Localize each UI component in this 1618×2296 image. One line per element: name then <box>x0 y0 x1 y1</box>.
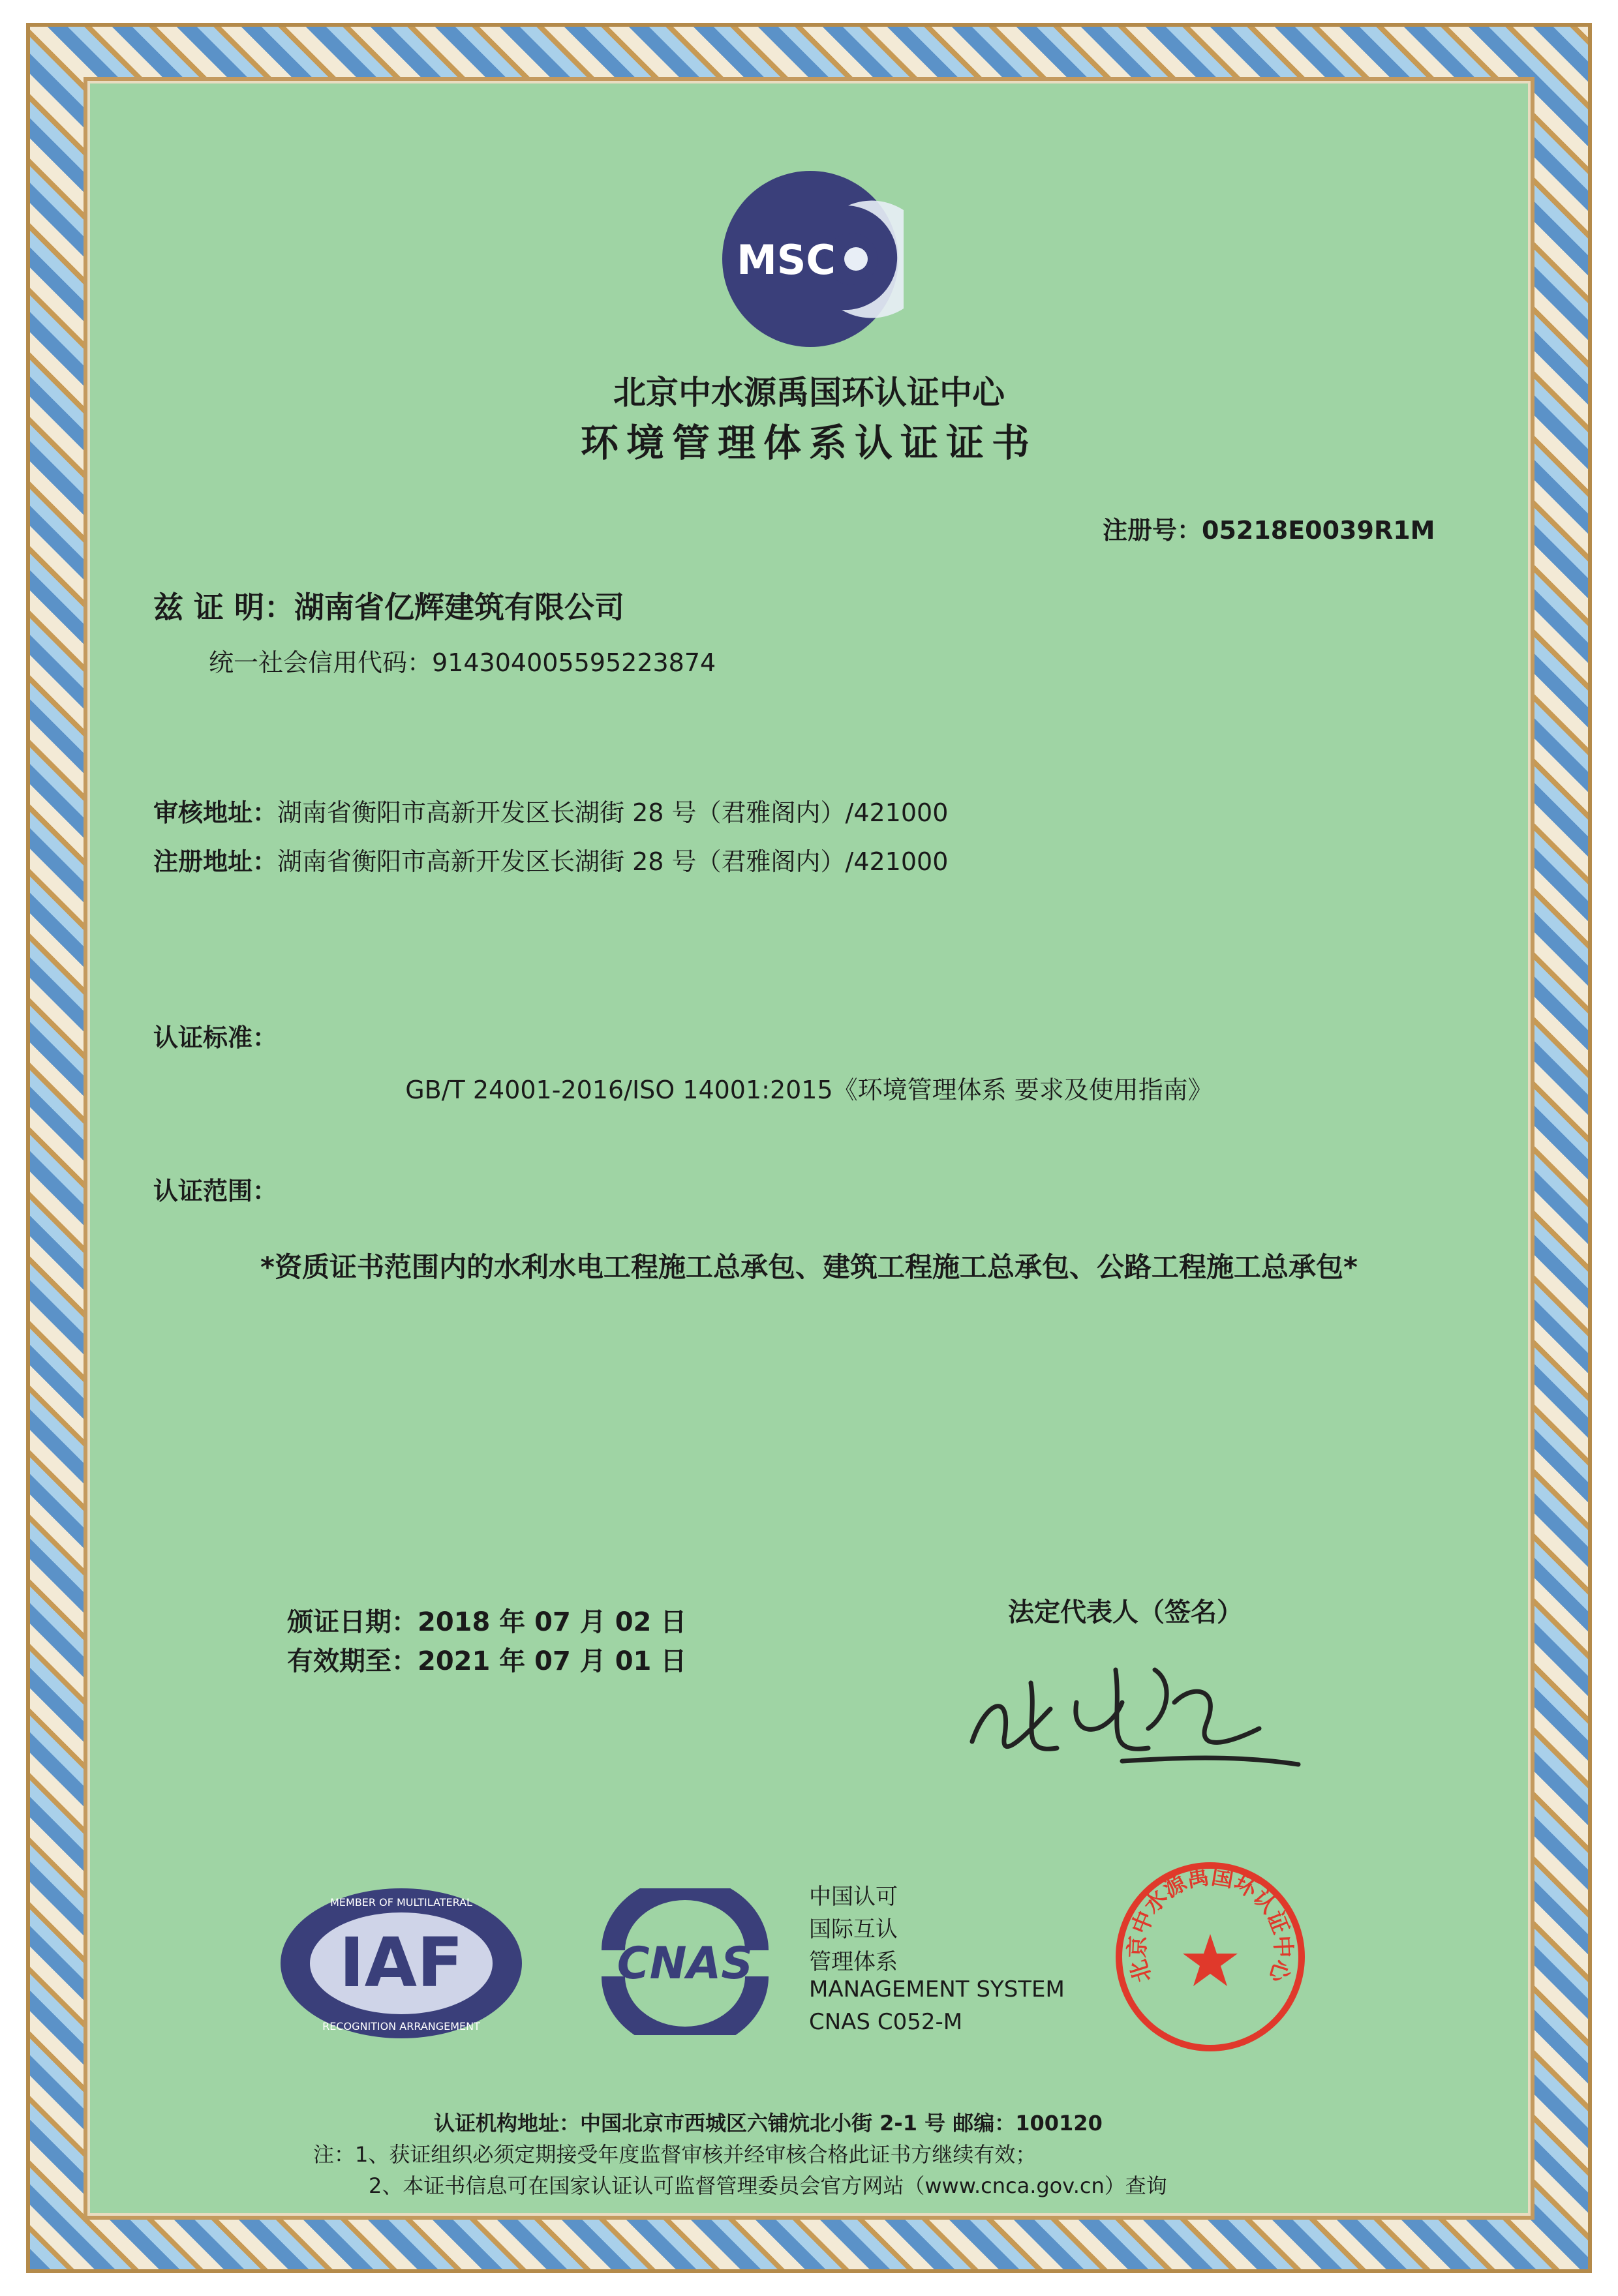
issue-date <box>287 1601 686 1639</box>
legal-representative-label: 法定代表人（签名） <box>1008 1597 1243 1627</box>
registered-address <box>153 841 948 877</box>
standard-value: GB/T 24001-2016/ISO 14001:2015《环境管理体系 要求及使用指南》 <box>405 1076 1213 1104</box>
issue-date-label: 颁证日期： <box>287 1607 418 1637</box>
registration-number <box>1103 510 1435 546</box>
registration-value: 05218E0039R1M <box>1202 516 1435 545</box>
audit-address-label: 审核地址： <box>153 798 278 827</box>
accreditation-line-1: 中国认可 <box>809 1884 898 1910</box>
iaf-ring-top: MEMBER OF MULTILATERAL <box>330 1896 472 1909</box>
accreditation-line-5: CNAS C052-M <box>809 2009 963 2035</box>
credit-code <box>209 642 716 678</box>
accreditation-line-4: MANAGEMENT SYSTEM <box>809 1976 1065 2002</box>
note-1: 注：1、获证组织必须定期接受年度监督审核并经审核合格此证书方继续有效； <box>313 2142 1037 2167</box>
standard-label: 认证标准： <box>153 1023 278 1052</box>
msc-logo <box>718 166 904 352</box>
credit-code-value: 914304005595223874 <box>432 648 716 677</box>
valid-until <box>287 1640 686 1678</box>
registration-label: 注册号： <box>1103 516 1202 545</box>
iaf-ring-bottom: RECOGNITION ARRANGEMENT <box>322 2020 480 2032</box>
reg-address-value: 湖南省衡阳市高新开发区长湖街 28 号（君雅阁内）/421000 <box>277 847 949 876</box>
logo-text: MSC <box>737 236 836 284</box>
seal-text: 北京中水源禹国环认证中心 <box>1124 1863 1296 1986</box>
cnas-text: CNAS <box>617 1938 754 1989</box>
accreditation-line-2: 国际互认 <box>809 1916 898 1942</box>
official-seal <box>1112 1859 1308 2055</box>
note-2: 2、本证书信息可在国家认证认可监督管理委员会官方网站（www.cnca.gov.cn）查询 <box>369 2173 1167 2198</box>
certifies-label: 兹 证 明： <box>153 590 295 625</box>
valid-until-label: 有效期至： <box>287 1646 418 1676</box>
certified-company <box>153 584 624 627</box>
cnas-logo <box>587 1888 783 2035</box>
certificate-title: 环境管理体系认证证书 <box>580 421 1037 465</box>
seal-star-icon <box>1183 1934 1238 1986</box>
audit-address <box>153 793 948 828</box>
issuer-address: 认证机构地址：中国北京市西城区六铺炕北小街 2-1 号 邮编：100120 <box>434 2111 1103 2136</box>
valid-until-value: 2021 年 07 月 01 日 <box>418 1646 687 1676</box>
audit-address-value: 湖南省衡阳市高新开发区长湖街 28 号（君雅阁内）/421000 <box>277 798 949 827</box>
iaf-logo <box>277 1885 525 2042</box>
credit-code-label: 统一社会信用代码： <box>209 648 433 677</box>
accreditation-line-3: 管理体系 <box>809 1949 898 1975</box>
scope-value: *资质证书范围内的水利水电工程施工总承包、建筑工程施工总承包、公路工程施工总承包* <box>260 1251 1358 1283</box>
company-name: 湖南省亿辉建筑有限公司 <box>294 590 625 625</box>
reg-address-label: 注册地址： <box>153 847 278 876</box>
signature <box>959 1644 1311 1794</box>
iaf-text: IAF <box>339 1923 464 2002</box>
scope-label: 认证范围： <box>153 1177 278 1205</box>
issue-date-value: 2018 年 07 月 02 日 <box>418 1607 687 1637</box>
issuer-name: 北京中水源禹国环认证中心 <box>613 374 1005 412</box>
